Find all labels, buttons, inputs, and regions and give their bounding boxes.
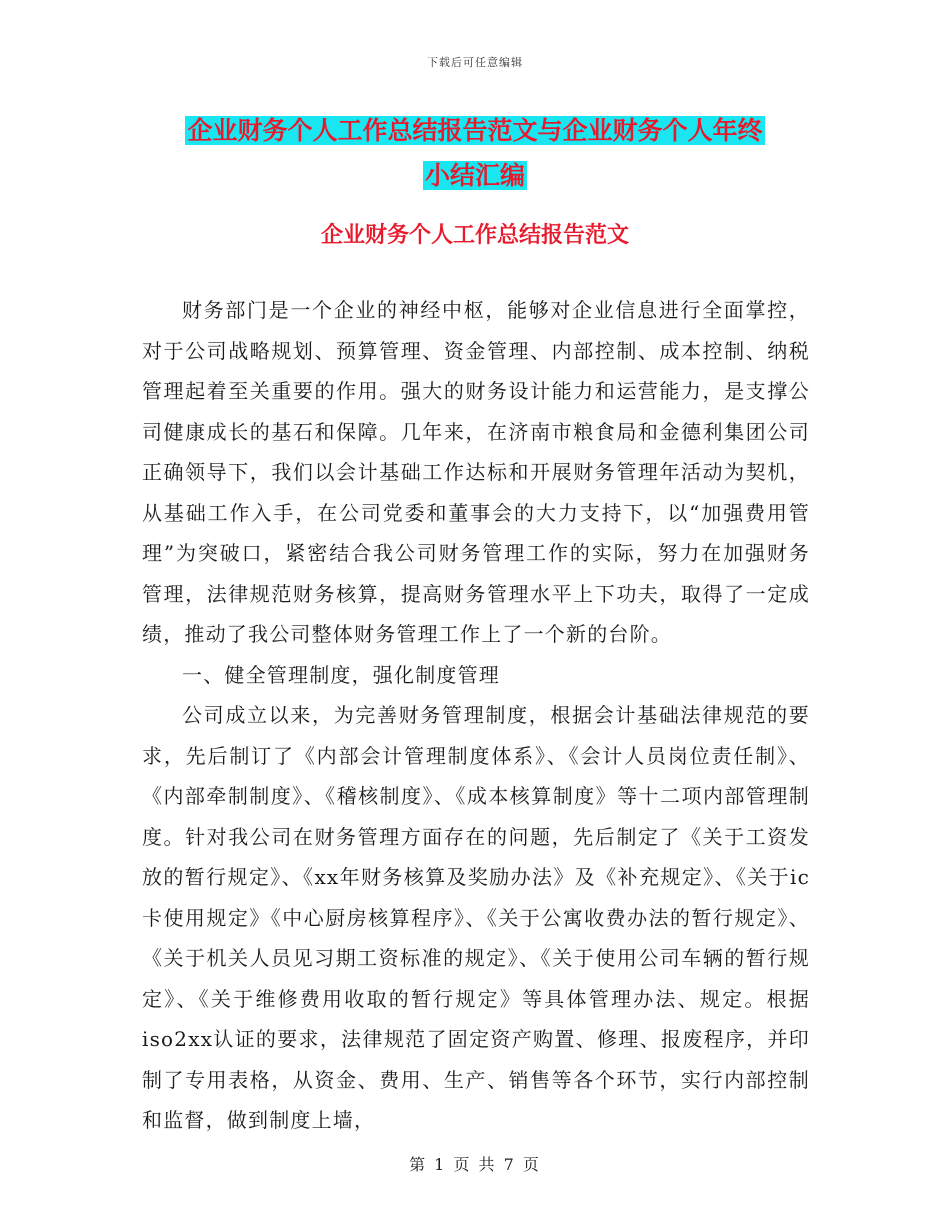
- section-title: 企业财务个人工作总结报告范文: [320, 222, 629, 248]
- document-title: [100, 108, 850, 198]
- paragraph-heading-1: 一、健全管理制度，强化制度管理: [182, 662, 500, 687]
- paragraph-management-system: 公司成立以来，为完善财务管理制度，根据会计基础法律规范的要求，先后制订了《内部会计管理制度体系》、《会计人员岗位责任制》、《内部牵制制度》、《稽核制度》、《成本核算制度》等十二项内部管理制度。针对我公司在财务管理方面存在的问题，先后制定了《关于工资发放的暂行规定》、《xx年财务核算及奖励办法》及《补充规定》、《关于ic卡使用规定》《中心厨房核算程序》、《关于公寓收费办法的暂行规定》、《关于机关人员见习期工资标准的规定》、《关于使用公司车辆的暂行规定》、《关于维修费用收取的暂行规定》等具体管理办法、规定。根据iso2xx认证的要求，法律规范了固定资产购置、修理、报废程序，并印制了专用表格，从资金、费用、生产、销售等各个环节，实行内部控制和监督，做到制度上墙，: [142, 703, 810, 1132]
- document-title-line1: 企业财务个人工作总结报告范文与企业财务个人年终: [187, 116, 763, 145]
- document-title-line2: 小结汇编: [424, 161, 525, 190]
- header-note: 下载后可任意编辑: [427, 56, 523, 69]
- page-number: 第 1 页 共 7 页: [409, 1155, 541, 1174]
- paragraph-intro: 财务部门是一个企业的神经中枢，能够对企业信息进行全面掌控，对于公司战略规划、预算管理、资金管理、内部控制、成本控制、纳税管理起着至关重要的作用。强大的财务设计能力和运营能力，是支撑公司健康成长的基石和保障。几年来，在济南市粮食局和金德利集团公司正确领导下，我们以会计基础工作达标和开展财务管理年活动为契机，从基础工作入手，在公司党委和董事会的大力支持下，以“加强费用管理”为突破口，紧密结合我公司财务管理工作的实际，努力在加强财务管理，法律规范财务核算，提高财务管理水平上下功夫，取得了一定成绩，推动了我公司整体财务管理工作上了一个新的台阶。: [142, 298, 810, 646]
- body-text: [142, 290, 810, 1141]
